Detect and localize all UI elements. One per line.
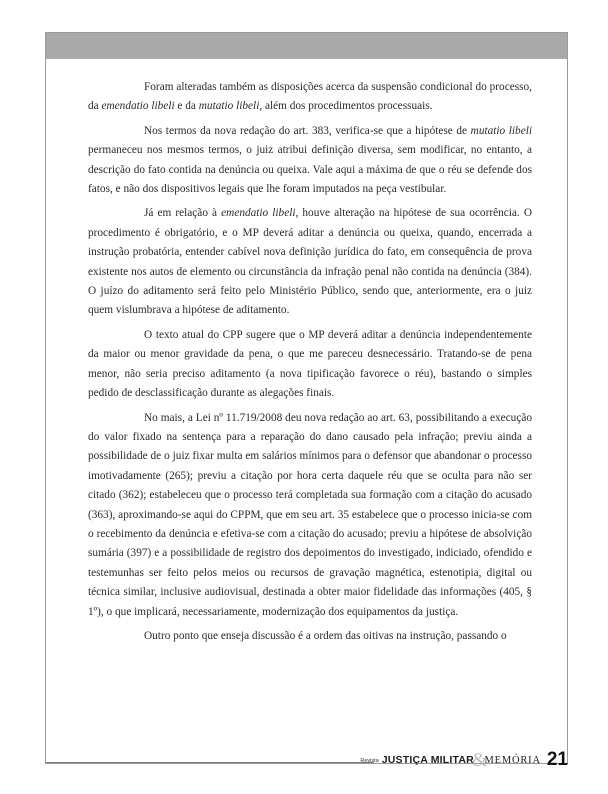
paragraph — [88, 409, 532, 622]
page-number: 21 — [546, 749, 568, 770]
text-run: No mais, a Lei nº 11.719/2008 deu nova redação ao art. 63, possibilitando a execução do valor fixado na sentença para a reparação do dano causado pela infração; previu ainda a possibilidade de o juiz fixar multa em salários mínimos para o defensor que abandonar o processo imotivadamente (265); previu a citação por hora certa daquele réu que se oculta para não ser citado (362); estabeleceu que o processo terá completada sua formação com a citação do acusado (363), aproximando-se aqui do CPPM, que em seu art. 35 estabelece que o processo inicia-se com o recebimento da denúncia e efetiva-se com a citação do acusado; previu a hipótese de absolvição sumária (397) e a possibilidade de registro dos depoimentos do investigado, indiciado, ofendido e testemunhas ser feito pelos meios ou recursos de gravação magnética, estenotipia, digital ou técnica similar, inclusive audiovisual, destinada a obter maior fidelidade das informações (405, § 1º), o que implicará, necessariamente, modernização dos equipamentos da justiça. — [88, 411, 532, 618]
paragraph — [88, 204, 532, 320]
italic-term: mutatio libeli — [470, 124, 532, 137]
italic-term: emendatio libeli, — [221, 207, 299, 220]
footer-journal-name-2: MEMÓRIA — [484, 755, 541, 766]
footer-journal-name: JUSTIÇA MILITAR — [381, 754, 474, 766]
text-run: Outro ponto que enseja discussão é a ordem das oitivas na instrução, passando o — [144, 629, 507, 642]
text-run: houve alteração na hipótese de sua ocorrência. O procedimento é obrigatório, e o MP deverá aditar a denúncia ou queixa, quando, encerrada a instrução probatória, entender cabível nova definição jurídica do fato, em consequência de prova existente nos autos de elemento ou circunstância da infração penal não contida na denúncia (384). O juízo do aditamento será feito pelo Ministério Público, sendo que, anteriormente, era o juiz quem vislumbrava a hipótese de aditamento. — [88, 207, 532, 317]
footer-ampersand: & — [471, 749, 488, 771]
article-body — [88, 78, 532, 651]
footer-revista-label: Revista — [360, 758, 379, 764]
footer — [360, 744, 568, 770]
text-run: permaneceu nos mesmos termos, o juiz atribui definição diversa, sem modificar, no entanto, a descrição do fato contida na denúncia ou queixa. Vale aqui a máxima de que o réu se defende dos fatos, e não dos dispositivos legais que lhe foram imputados na peça vestibular. — [88, 144, 532, 196]
header-bar — [46, 33, 567, 59]
text-run: Foram alteradas também as disposições acerca da suspensão condicional do processo, da — [88, 81, 532, 113]
paragraph — [88, 627, 532, 646]
paragraph — [88, 78, 532, 117]
italic-term: mutatio libeli — [198, 100, 260, 113]
text-run: e da — [174, 100, 199, 113]
text-run: , além dos procedimentos processuais. — [259, 100, 433, 113]
footer-rule — [46, 762, 374, 763]
text-run: Já em relação à — [144, 207, 222, 220]
paragraph — [88, 122, 532, 200]
text-run: Nos termos da nova redação do art. 383, verifica-se que a hipótese de — [144, 124, 471, 137]
paragraph — [88, 326, 532, 404]
italic-term: emendatio libeli — [101, 100, 175, 113]
text-run: O texto atual do CPP sugere que o MP deverá aditar a denúncia independentemente da maior ou menor gravidade da pena, o que me pareceu desnecessário. Tratando-se de pena menor, não seria preciso aditamento (a nova tipificação favorece o réu), bastando o simples pedido de desclassificação durante as alegações finais. — [88, 328, 532, 400]
